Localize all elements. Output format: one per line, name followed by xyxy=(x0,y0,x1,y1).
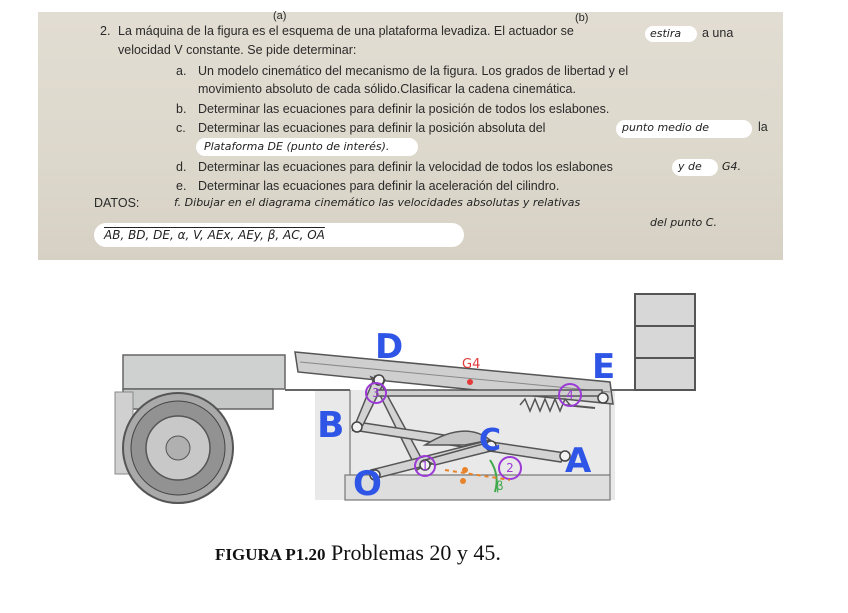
subfigure-a-label: (a) xyxy=(273,10,287,22)
handwritten-datos-list: AB, BD, DE, α, V, AEx, AEy, β, AC, OA xyxy=(104,228,325,242)
joint-number-3: 3 xyxy=(372,386,380,400)
handwritten-estira: estira xyxy=(650,27,682,40)
figure-caption-text: Problemas 20 y 45. xyxy=(331,540,501,565)
joint-number-4: 4 xyxy=(566,388,574,402)
item-text-b: Determinar las ecuaciones para definir la posición de todos los eslabones. xyxy=(198,102,610,116)
problem-statement-scan xyxy=(38,12,783,260)
lift-platform-figure xyxy=(95,280,735,525)
item-text-e: Determinar las ecuaciones para definir la aceleración del cilindro. xyxy=(198,179,560,193)
handwritten-y-de: y de xyxy=(678,160,702,173)
item-text-c-la: la xyxy=(758,120,768,134)
figure-caption-label: FIGURA P1.20 xyxy=(215,545,326,564)
subfigure-b-label: (b) xyxy=(575,12,589,24)
problem-line-2: velocidad V constante. Se pide determinar: xyxy=(118,43,357,57)
label-beta: β xyxy=(496,479,504,493)
label-B: B xyxy=(317,405,345,446)
item-text-d: Determinar las ecuaciones para definir la velocidad de todos los eslabones xyxy=(198,160,613,174)
problem-number: 2. xyxy=(100,24,111,38)
orange-point xyxy=(460,478,466,484)
item-text-a: Un modelo cinemático del mecanismo de la figura. Los grados de libertad y el xyxy=(198,64,629,78)
label-O: O xyxy=(353,464,382,504)
label-C: C xyxy=(479,423,502,458)
label-G4: G4 xyxy=(462,357,481,372)
problem-line-1-end: a una xyxy=(702,26,734,40)
orange-point xyxy=(462,467,468,473)
handwritten-item-f: f. Dibujar en el diagrama cinemático las velocidades absolutas y relativas xyxy=(174,196,581,209)
handwritten-punto-medio: punto medio de xyxy=(622,121,709,134)
item-label-e: e. xyxy=(176,179,187,193)
joint-number-2: 2 xyxy=(506,461,514,475)
label-D: D xyxy=(375,327,404,367)
joint-number-1: 1 xyxy=(421,459,429,473)
label-E: E xyxy=(592,347,616,387)
item-text-a-cont: movimiento absoluto de cada sólido.Clasificar la cadena cinemática. xyxy=(198,82,576,96)
handwritten-g4: G4. xyxy=(722,160,742,173)
item-label-a: a. xyxy=(176,64,187,78)
problem-line-1: La máquina de la figura es el esquema de una plataforma levadiza. El actuador se xyxy=(118,24,574,38)
item-label-c: c. xyxy=(176,121,186,135)
handwritten-plataforma: Plataforma DE (punto de interés). xyxy=(204,140,390,153)
g4-point xyxy=(467,379,473,385)
item-text-c: Determinar las ecuaciones para definir la posición absoluta del xyxy=(198,121,546,135)
handwritten-item-f-cont: del punto C. xyxy=(650,216,717,229)
item-label-d: d. xyxy=(176,160,187,174)
item-label-b: b. xyxy=(176,102,187,116)
label-A: A xyxy=(565,441,592,481)
figure-caption xyxy=(215,540,501,566)
datos-label: DATOS: xyxy=(94,196,140,210)
truck-wheel xyxy=(123,393,233,503)
drum xyxy=(635,294,695,390)
